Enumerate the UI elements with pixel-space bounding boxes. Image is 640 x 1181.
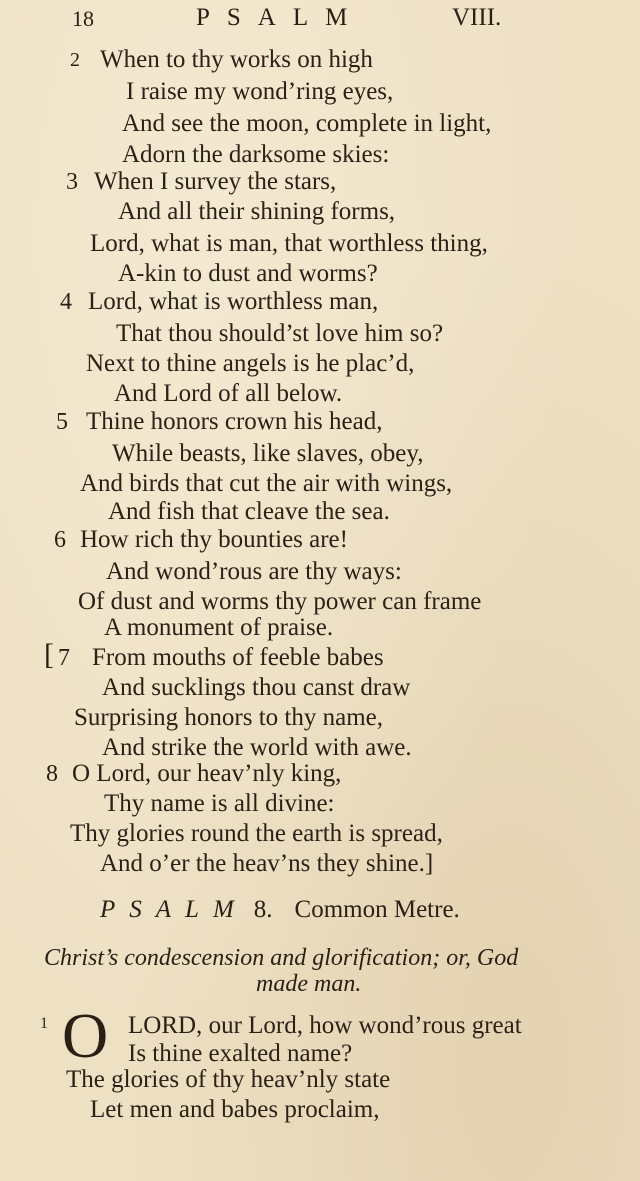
verse-line: The glories of thy heav’nly state (66, 1066, 391, 1093)
psalm-number: VIII. (452, 4, 502, 31)
verse-line: A-kin to dust and worms? (118, 260, 378, 287)
verse-line: Is thine exalted name? (128, 1040, 353, 1067)
verse-line: And all their shining forms, (118, 198, 396, 225)
stanza-number: 7 (58, 645, 70, 671)
verse-line: When to thy works on high (100, 46, 373, 73)
verse-line: And wond’rous are thy ways: (106, 558, 402, 585)
stanza-number: 3 (66, 169, 78, 195)
verse-line: And see the moon, complete in light, (122, 110, 492, 137)
open-bracket: [ (44, 638, 54, 671)
verse-line-first (128, 1012, 522, 1040)
psalm-metre: Common Metre. (294, 896, 460, 923)
verse-line: And o’er the heav’ns they shine.] (100, 850, 434, 877)
verse-line-first-smallcaps: LORD, (128, 1012, 203, 1039)
verse-line: I raise my wond’ring eyes, (126, 78, 394, 105)
verse-line: How rich thy bounties are! (80, 526, 348, 553)
stanza-number: 1 (40, 1015, 48, 1032)
stanza-number: 4 (60, 289, 72, 315)
verse-line: Lord, what is worthless man, (88, 288, 379, 315)
verse-line: And birds that cut the air with wings, (80, 470, 453, 497)
verse-line: And sucklings thou canst draw (102, 674, 411, 701)
psalm-subtitle: Christ’s condescension and glorification; or, God (44, 945, 519, 971)
verse-line: Thy name is all divine: (104, 790, 335, 817)
verse-line: From mouths of feeble babes (92, 644, 384, 671)
page-header (0, 2, 640, 42)
psalm-heading (100, 896, 460, 924)
verse-line: Of dust and worms thy power can frame (78, 588, 482, 615)
drop-cap: O (62, 1000, 109, 1071)
verse-line: O Lord, our heav’nly king, (72, 760, 342, 787)
verse-line: A monument of praise. (104, 614, 334, 641)
verse-line: Adorn the darksome skies: (122, 141, 390, 168)
verse-line: And fish that cleave the sea. (108, 498, 390, 525)
verse-line: And strike the world with awe. (102, 734, 412, 761)
verse-line: That thou should’st love him so? (116, 320, 444, 347)
verse-line: When I survey the stars, (94, 168, 337, 195)
psalm-heading-word: PSALM (100, 896, 248, 923)
stanza-number: 8 (46, 761, 58, 787)
verse-line: And Lord of all below. (114, 380, 343, 407)
verse-line: Surprising honors to thy name, (74, 704, 384, 731)
stanza-number: 6 (54, 527, 66, 553)
verse-line: Next to thine angels is he plac’d, (86, 350, 415, 377)
verse-line: Thy glories round the earth is spread, (70, 820, 443, 847)
running-title: PSALM (196, 4, 365, 31)
stanza-number: 2 (70, 49, 80, 71)
verse-line: While beasts, like slaves, obey, (112, 440, 424, 467)
stanza-number: 5 (56, 409, 68, 435)
verse-line: Thine honors crown his head, (86, 408, 383, 435)
verse-line: Let men and babes proclaim, (90, 1096, 380, 1123)
verse-line: Lord, what is man, that worthless thing, (90, 230, 488, 257)
psalm-subtitle-continued: made man. (256, 971, 362, 997)
verse-line-first-rest: our Lord, how wond’rous great (208, 1012, 522, 1039)
page-number: 18 (72, 6, 94, 31)
psalm-heading-number: 8. (253, 896, 273, 923)
